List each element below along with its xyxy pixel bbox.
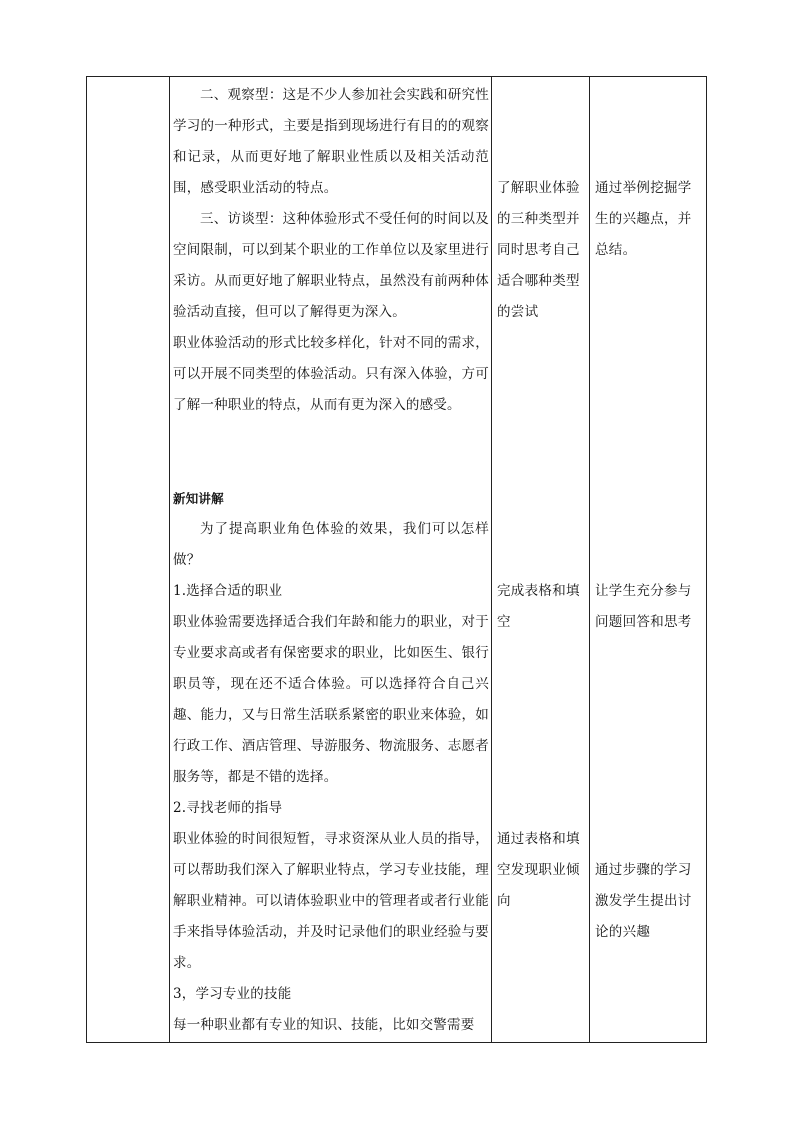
student-activity-2: 完成表格和填空 [497,583,580,630]
design-intent-2: 让学生充分参与问题回答和思考 [595,583,692,630]
section-heading-new-knowledge: 新知讲解 [173,491,224,506]
item-3-title: 3，学习专业的技能 [173,986,292,1002]
paragraph-summary: 职业体验活动的形式比较多样化，针对不同的需求，可以开展不同类型的体验活动。只有深入体验，方可了解一种职业的特点，从而有更为深入的感受。 [173,335,489,413]
item-3-body: 每一种职业都有专业的知识、技能，比如交警需要 [173,1017,475,1033]
design-intent-3: 通过步骤的学习激发学生提出讨论的兴趣 [595,862,692,940]
item-1-title: 1.选择合适的职业 [173,583,283,599]
student-activity-column [491,77,589,1042]
student-activity-3: 通过表格和填空发现职业倾向 [497,831,580,909]
item-2-body: 职业体验的时间很短暂，寻求资深从业人员的指导，可以帮助我们深入了解职业特点，学习专业技能，理解职业精神。可以请体验职业中的管理者或者行业能手来指导体验活动，并及时记录他们的职业经验与要求。 [173,831,489,971]
paragraph-observe-type: 二、观察型：这是不少人参加社会实践和研究性学习的一种形式，主要是指到现场进行有目的的观察和记录，从而更好地了解职业性质以及相关活动范围，感受职业活动的特点。 [173,87,489,196]
design-intent-1: 通过举例挖掘学生的兴趣点，并总结。 [595,180,692,258]
lesson-table [86,76,707,1043]
teaching-content-column [169,77,491,1042]
item-2-title: 2.寻找老师的指导 [173,800,283,816]
student-activity-1: 了解职业体验的三种类型并同时思考自己适合哪种类型的尝试 [497,180,580,320]
design-intent-column [589,77,706,1042]
paragraph-question: 为了提高职业角色体验的效果，我们可以怎样做？ [173,521,489,568]
item-1-body: 职业体验需要选择适合我们年龄和能力的职业，对于专业要求高或者有保密要求的职业，比如医生、银行职员等，现在还不适合体验。可以选择符合自己兴趣、能力，又与日常生活联系紧密的职业来体验，如行政工作、酒店管理、导游服务、物流服务、志愿者服务等，都是不错的选择。 [173,614,489,785]
paragraph-interview-type: 三、访谈型：这种体验形式不受任何的时间以及空间限制，可以到某个职业的工作单位以及家里进行采访。从而更好地了解职业特点，虽然没有前两种体验活动直接，但可以了解得更为深入。 [173,211,489,320]
